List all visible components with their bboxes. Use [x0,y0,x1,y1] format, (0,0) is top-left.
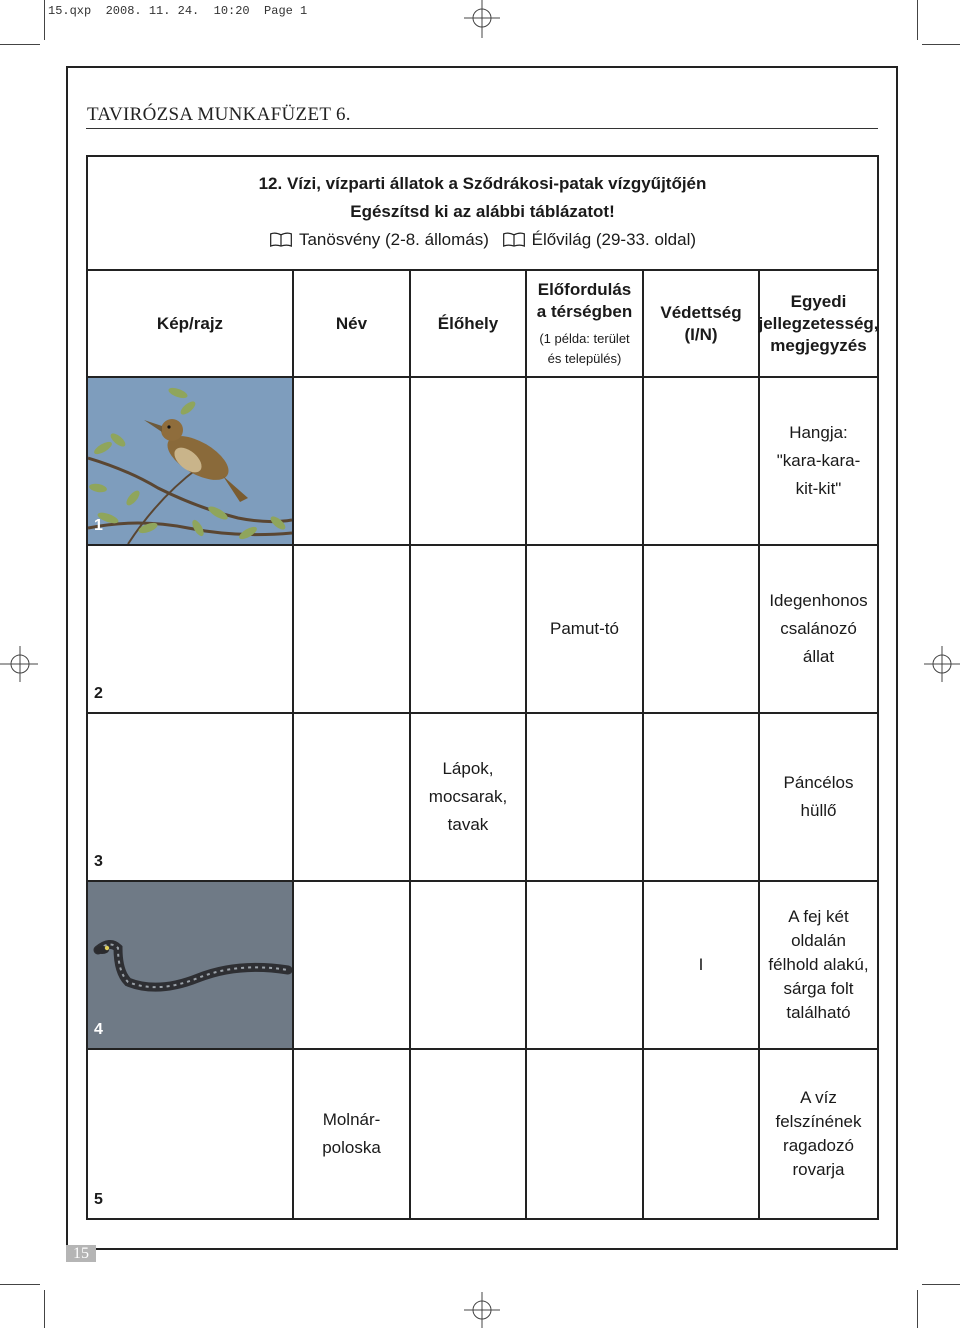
reference-wildlife: Élővilág (29-33. oldal) [531,230,697,249]
habitat-cell-2[interactable] [411,546,527,714]
notes-cell-4: A fej két oldalán félhold alakú, sárga folt található [760,882,877,1050]
image-cell-4 [88,882,294,1050]
crop-mark [44,0,45,40]
notes-cell-3: Páncélos hüllő [760,714,877,882]
print-slug: 15.qxp 2008. 11. 24. 10:20 Page 1 [48,4,308,18]
image-cell-2 [88,546,294,714]
occurrence-cell-1[interactable] [527,378,644,546]
name-cell-1[interactable] [294,378,411,546]
book-icon [502,232,526,247]
notes-cell-1: Hangja: "kara-kara-kit-kit" [760,378,877,546]
snake-photo [88,882,292,1048]
image-cell-3 [88,714,294,882]
crop-mark [922,44,960,45]
header-occurrence-note: (1 példa: terület és település) [539,330,630,366]
row-number: 3 [94,853,103,870]
task-instruction: Egészítsd ki az alábbi táblázatot! [350,202,615,221]
habitat-cell-4[interactable] [411,882,527,1050]
page-number: 15 [66,1245,96,1262]
crop-mark [922,1284,960,1285]
occurrence-cell-5[interactable] [527,1050,644,1218]
notes-cell-5: A víz felszínének ragadozó rovarja [775,1088,862,1179]
crop-mark [44,1290,45,1328]
habitat-cell-5[interactable] [411,1050,527,1218]
occurrence-cell-4[interactable] [527,882,644,1050]
protection-cell-1[interactable] [644,378,760,546]
name-cell-5: Molnár-poloska [294,1050,411,1218]
image-cell-5 [88,1050,294,1218]
task-references [88,230,877,250]
occurrence-cell-3[interactable] [527,714,644,882]
header-name: Név [294,271,411,378]
registration-mark-icon [462,1292,502,1328]
name-cell-3[interactable] [294,714,411,882]
bird-photo [88,378,292,544]
crop-mark [0,1284,40,1285]
book-icon [269,232,293,247]
reference-trail: Tanösvény (2-8. állomás) [298,230,489,249]
header-image: Kép/rajz [88,271,294,378]
notes-cell-2: Idegenhonos csalánozó állat [760,546,877,714]
name-cell-4[interactable] [294,882,411,1050]
row-number: 2 [94,685,103,702]
row-number: 1 [94,517,103,534]
habitat-cell-1[interactable] [411,378,527,546]
protection-cell-5[interactable] [644,1050,760,1218]
registration-mark-icon [922,644,960,684]
registration-mark-icon [462,0,502,40]
registration-mark-icon [0,644,40,684]
header-notes: Egyedi jellegzetesség, megjegyzés [760,271,877,378]
protection-cell-4: I [644,882,760,1050]
data-grid [88,271,877,1218]
occurrence-cell-2: Pamut-tó [527,546,644,714]
crop-mark [0,44,40,45]
header-habitat: Élőhely [411,271,527,378]
name-cell-2[interactable] [294,546,411,714]
row-number: 5 [94,1191,103,1208]
task-header [88,157,877,271]
crop-mark [917,1290,918,1328]
protection-cell-3[interactable] [644,714,760,882]
header-protection: Védettség (I/N) [644,271,760,378]
row-number: 4 [94,1021,103,1038]
header-occurrence: Előfordulás a térségben (1 példa: terület és település) [527,271,644,378]
image-cell-1 [88,378,294,546]
crop-mark [917,0,918,40]
habitat-cell-3: Lápok, mocsarak, tavak [411,714,527,882]
protection-cell-2[interactable] [644,546,760,714]
workbook-title: TAVIRÓZSA MUNKAFÜZET 6. [87,104,351,125]
task-title: 12. Vízi, vízparti állatok a Sződrákosi-patak vízgyűjtőjén [258,174,707,193]
header-divider [86,128,878,129]
task-table [86,155,879,1220]
